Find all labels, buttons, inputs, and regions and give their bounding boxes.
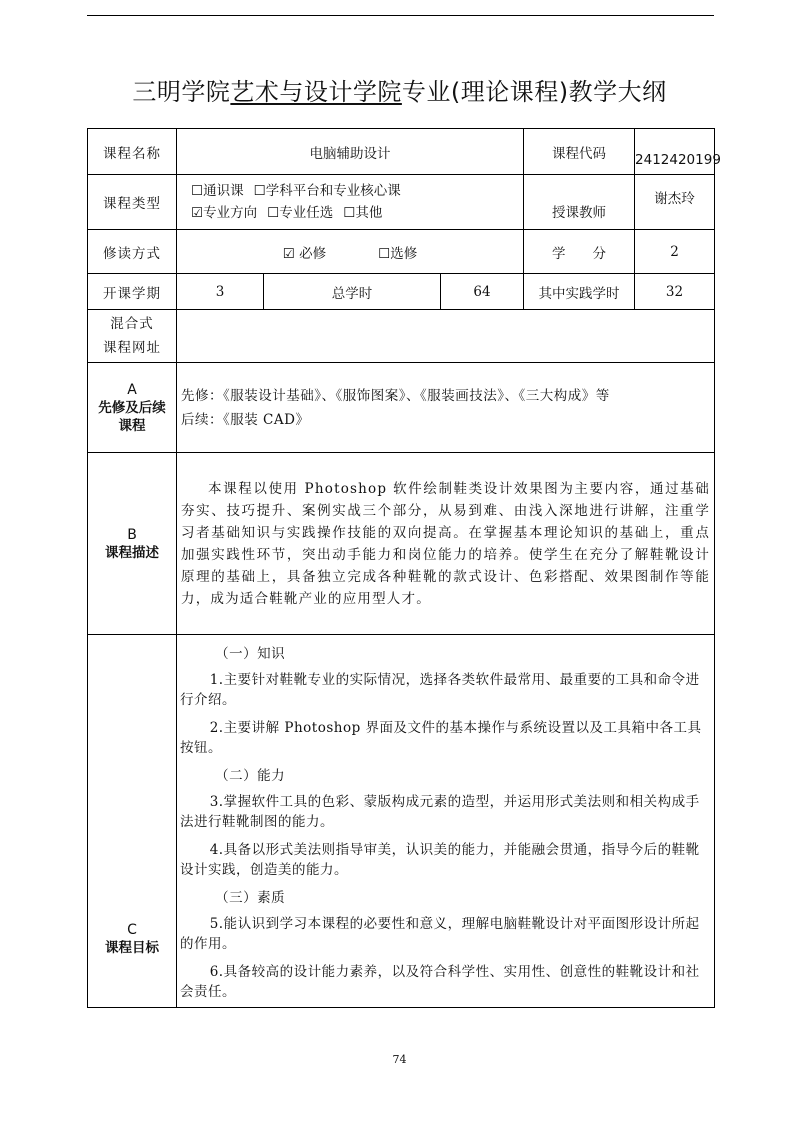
objective-item-1: 1.主要针对鞋靴专业的实际情况，选择各类软件最常用、最重要的工具和命令进行介绍。 — [180, 672, 700, 708]
credit-value: 2 — [635, 230, 715, 274]
course-description-text: 本课程以使用 Photoshop 软件绘制鞋类设计效果图为主要内容，通过基础夯实、技巧提升、案例实战三个部分，从易到难、由浅入深地进行讲解，注重学习者基础知识与实践操作技能的双向提高。在掌握基本理论知识的基础上，重点加强实践性环节，突出动手能力和岗位能力的培养。使学生在充分了解鞋靴设计原理的基础上，具备独立完成各种鞋靴的款式设计、色彩搭配、效果图制作等能力，成为适合鞋靴产业的应用型人才。 — [181, 480, 711, 607]
course-name-value: 电脑辅助设计 — [177, 129, 524, 175]
course-type-options — [177, 175, 524, 230]
objective-heading-knowledge: （一）知识 — [215, 646, 286, 662]
document-title — [0, 72, 799, 107]
title-suffix: 专业(理论课程)教学大纲 — [401, 78, 667, 106]
title-school: 三明学院 — [132, 78, 231, 106]
objective-item-6: 6.具备较高的设计能力素养，以及符合科学性、实用性、创意性的鞋靴设计和社会责任。 — [180, 964, 700, 1000]
objective-item-2: 2.主要讲解 Photoshop 界面及文件的基本操作与系统设置以及工具箱中各工具按钮。 — [180, 720, 702, 756]
course-code-label: 课程代码 — [524, 129, 635, 175]
title-college: 艺术与设计学院 — [230, 78, 402, 106]
type-option-direction: ☑专业方向 — [191, 205, 258, 221]
row-course-type — [88, 175, 715, 230]
course-name-label: 课程名称 — [88, 129, 177, 175]
credit-label: 学 分 — [524, 230, 635, 274]
objective-item-4: 4.具备以形式美法则指导审美，认识美的能力，并能融会贯通，指导今后的鞋靴设计实践，创造美的能力。 — [180, 842, 700, 878]
teacher-label: 授课教师 — [524, 175, 635, 230]
section-b-title: 课程描述 — [105, 544, 159, 561]
follow-up-courses: 后续：《服装 CAD》 — [181, 411, 310, 428]
section-a-content — [177, 363, 715, 453]
course-url-label — [88, 310, 177, 363]
header-rule — [87, 15, 714, 16]
semester-value: 3 — [177, 274, 264, 310]
row-semester — [88, 274, 715, 310]
practice-hours-label: 其中实践学时 — [524, 274, 635, 310]
objective-item-3: 3.掌握软件工具的色彩、蒙版构成元素的造型，并运用形式美法则和相关构成手法进行鞋靴制图的能力。 — [180, 794, 700, 830]
type-option-other: ☐其他 — [343, 205, 383, 221]
course-code-value: 2412420199 — [635, 129, 715, 175]
section-a-title-line1: 先修及后续 — [98, 399, 166, 416]
objective-item-5: 5.能认识到学习本课程的必要性和意义，理解电脑鞋靴设计对平面图形设计所起的作用。 — [180, 916, 700, 952]
course-url-value — [177, 310, 715, 363]
course-url-label-line2: 课程网址 — [103, 340, 161, 356]
mode-elective: ☐选修 — [378, 245, 418, 262]
study-mode-options — [177, 230, 524, 274]
row-objectives — [88, 635, 715, 1008]
row-study-mode — [88, 230, 715, 274]
section-c-heading — [88, 635, 177, 1008]
section-b-heading — [88, 453, 177, 635]
section-a-heading — [88, 363, 177, 453]
objective-heading-quality: （三）素质 — [215, 890, 286, 906]
section-b-letter: B — [127, 526, 137, 543]
row-course-url — [88, 310, 715, 363]
syllabus-table — [87, 128, 721, 1008]
practice-hours-value: 32 — [635, 274, 715, 310]
semester-label: 开课学期 — [88, 274, 177, 310]
objective-heading-ability: （二）能力 — [215, 768, 286, 784]
row-prerequisites — [88, 363, 715, 453]
teacher-value: 谢杰玲 — [635, 175, 715, 230]
course-type-label: 课程类型 — [88, 175, 177, 230]
total-hours-label: 总学时 — [264, 274, 441, 310]
row-description — [88, 453, 715, 635]
type-option-general: ☐通识课 — [191, 183, 244, 199]
total-hours-value: 64 — [441, 274, 524, 310]
section-a-title-line2: 课程 — [118, 417, 146, 434]
section-c-letter: C — [127, 922, 137, 938]
section-a-letter: A — [127, 381, 137, 398]
study-mode-label: 修读方式 — [88, 230, 177, 274]
type-option-optional: ☐专业任选 — [267, 205, 334, 221]
mode-required: ☑ 必修 — [282, 245, 327, 262]
page-number: 74 — [392, 1053, 407, 1066]
section-c-content — [177, 635, 715, 1008]
prerequisite-courses: 先修：《服装设计基础》、《服饰图案》、《服装画技法》、《三大构成》等 — [181, 387, 610, 404]
section-b-content — [177, 453, 715, 635]
section-c-title: 课程目标 — [105, 940, 159, 956]
course-url-label-line1: 混合式 — [110, 316, 154, 332]
type-option-core: ☐学科平台和专业核心课 — [253, 183, 401, 199]
row-course-name — [88, 129, 715, 175]
